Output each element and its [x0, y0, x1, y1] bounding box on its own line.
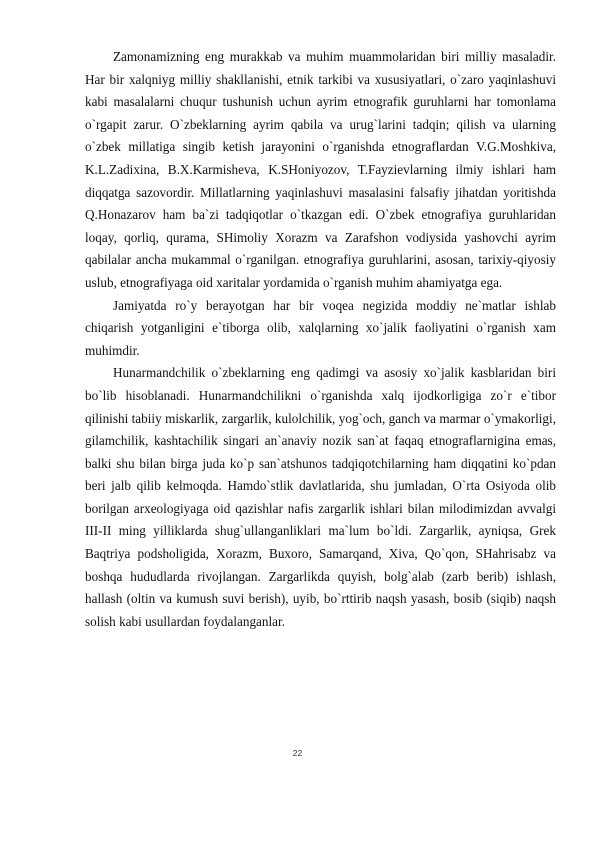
paragraph-economic-activity: Jamiyatda ro`y berayotgan har bir voqea negizida moddiy ne`matlar ishlab chiqarish yotganligini e`tiborga olib, xalqlarning xo`jalik faoliyatini o`rganish xam muhimdir.: [85, 297, 556, 358]
document-page: [85, 46, 556, 633]
paragraph-handicrafts: Hunarmandchilik o`zbeklarning eng qadimgi va asosiy xo`jalik kasblaridan biri bo`lib hisoblanadi. Hunarmandchilikni o`rganishda xalq ijodkorligiga zo`r e`tibor qilinishi tabiiy miskarlik, zargarlik, kulolchilik, yog`och, ganch va marmar o`ymakorligi, gilamchilik, kashtachilik singari an`anaviy nozik san`at faqaq etnograflarnigina emas, balki shu bilan birga juda ko`p san`atshunos tadqiqotchilarning ham diqqatini ko`pdan beri jalb qilib kelmoqda. Hamdo`stlik davlatlarida, shu jumladan, O`rta Osiyoda olib borilgan arxeologiyaga oid qazishlar nafis zargarlik ishlari bilan milodimizdan avvalgi III-II ming yilliklarda shug`ullanganliklari ma`lum bo`ldi. Zargarlik, ayniqsa, Grek Baqtriya podsholigida, Xorazm, Buxoro, Samarqand, Xiva, Qo`qon, SHahrisabz va boshqa hududlarda rivojlangan. Zargarlikda quyish, bolg`alab (zarb berib) ishlash, hallash (oltin va kumush suvi berish), uyib, bo`rttirib naqsh yasash, bosib (siqib) naqsh solish kabi usullardan foydalanganlar.: [85, 365, 556, 629]
page-number: 22: [292, 748, 303, 758]
paragraph-national-question: Zamonamizning eng murakkab va muhim muammolaridan biri milliy masaladir. Har bir xalqniyg milliy shakllanishi, etnik tarkibi va xususiyatlari, o`zaro yaqinlashuvi kabi masalalarni chuqur tushunish uchun ayrim etnografik guruhlarni har tomonlama o`rgapit zarur. O`zbeklarning ayrim qabila va urug`larini tadqin; qilish va ularning o`zbek millatiga singib ketish jarayonini o`rganishda etnograflardan V.G.Moshkiva, K.L.Zadixina, B.X.Karmisheva, K.SHoniyozov, T.Fayzievlarning ilmiy ishlari ham diqqatga sazovordir. Millatlarning yaqinlashuvi masalasini falsafiy jihatdan yoritishda Q.Honazarov ham ba`zi tadqiqotlar o`tkazgan edi. O`zbek etnografiya guruhlaridan loqay, qorliq, qurama, SHimoliy Xorazm va Zarafshon vodiysida yashovchi ayrim qabilalar ancha mukammal o`rganilgan. etnografiya guruhlarini, asosan, tarixiy-qiyosiy uslub, etnografiyaga oid xaritalar yordamida o`rganish muhim ahamiyatga ega.: [85, 49, 556, 290]
